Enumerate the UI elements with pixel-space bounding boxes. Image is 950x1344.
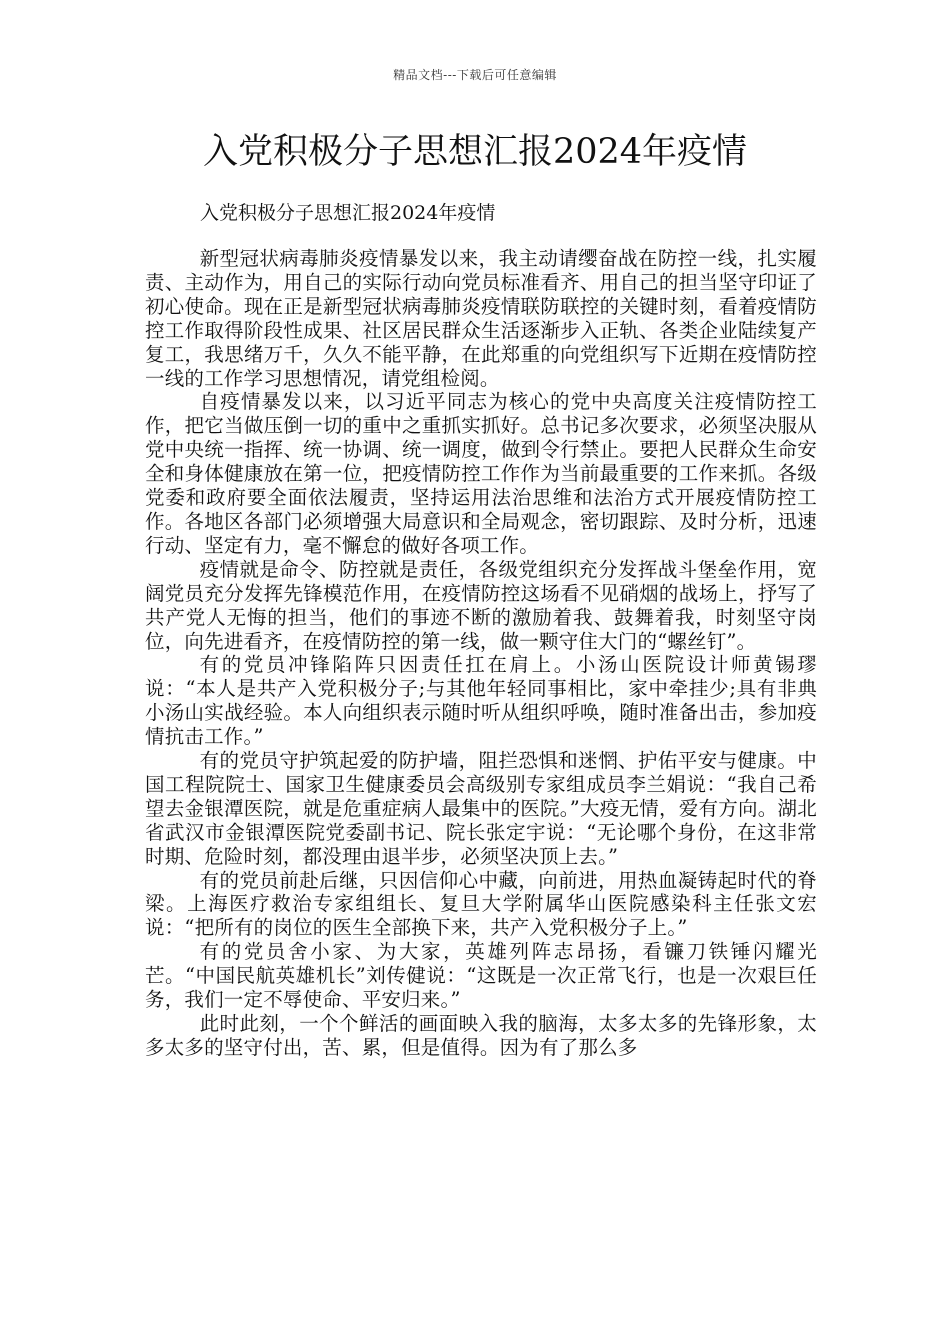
paragraph-1: 新型冠状病毒肺炎疫情暴发以来，我主动请缨奋战在防控一线，扎实履责、主动作为，用自己的实际行动向党员标准看齐、用自己的担当坚守印证了初心使命。现在正是新型冠状病毒肺炎疫情联防联控的关键时刻，看着疫情防控工作取得阶段性成果、社区居民群众生活逐渐步入正轨、各类企业陆续复产复工，我思绪万千，久久不能平静，在此郑重的向党组织写下近期在疫情防控一线的工作学习思想情况，请党组检阅。 xyxy=(145,247,817,390)
paragraph-4: 有的党员冲锋陷阵只因责任扛在肩上。小汤山医院设计师黄锡璆说：“本人是共产入党积极分子;与其他年轻同事相比，家中牵挂少;具有非典小汤山实战经验。本人向组织表示随时听从组织呼唤，随时准备出击，参加疫情抗击工作。” xyxy=(145,653,817,749)
paragraph-2: 自疫情暴发以来，以习近平同志为核心的党中央高度关注疫情防控工作，把它当做压倒一切的重中之重抓实抓好。总书记多次要求，必须坚决服从党中央统一指挥、统一协调、统一调度，做到令行禁止。要把人民群众生命安全和身体健康放在第一位，把疫情防控工作作为当前最重要的工作来抓。各级党委和政府要全面依法履责，坚持运用法治思维和法治方式开展疫情防控工作。各地区各部门必须增强大局意识和全局观念，密切跟踪、及时分析，迅速行动、坚定有力，毫不懈怠的做好各项工作。 xyxy=(145,390,817,557)
paragraph-5: 有的党员守护筑起爱的防护墙，阻拦恐惧和迷惘、护佑平安与健康。中国工程院院士、国家卫生健康委员会高级别专家组成员李兰娟说：“我自己希望去金银潭医院，就是危重症病人最集中的医院。”大疫无情，爱有方向。湖北省武汉市金银潭医院党委副书记、院长张定宇说：“无论哪个身份，在这非常时期、危险时刻，都没理由退半步，必须坚决顶上去。” xyxy=(145,749,817,868)
header-note: 精品文档---下载后可任意编辑 xyxy=(393,68,557,82)
document-body xyxy=(145,247,817,1060)
paragraph-7: 有的党员舍小家、为大家，英雄列阵志昂扬，看镰刀铁锤闪耀光芒。“中国民航英雄机长”刘传健说：“这既是一次正常飞行，也是一次艰巨任务，我们一定不辱使命、平安归来。” xyxy=(145,940,817,1012)
paragraph-8: 此时此刻，一个个鲜活的画面映入我的脑海，太多太多的先锋形象，太多太多的坚守付出，苦、累，但是值得。因为有了那么多 xyxy=(145,1012,817,1059)
document-subtitle: 入党积极分子思想汇报2024年疫情 xyxy=(200,202,496,224)
document-title: 入党积极分子思想汇报2024年疫情 xyxy=(202,132,748,172)
paragraph-6: 有的党员前赴后继，只因信仰心中藏，向前进，用热血凝铸起时代的脊梁。上海医疗救治专家组组长、复旦大学附属华山医院感染科主任张文宏说：“把所有的岗位的医生全部换下来，共产入党积极分子上。” xyxy=(145,868,817,940)
paragraph-3: 疫情就是命令、防控就是责任，各级党组织充分发挥战斗堡垒作用，宽阔党员充分发挥先锋模范作用，在疫情防控这场看不见硝烟的战场上，抒写了共产党人无悔的担当，他们的事迹不断的激励着我、鼓舞着我，时刻坚守岗位，向先进看齐，在疫情防控的第一线，做一颗守住大门的“螺丝钉”。 xyxy=(145,557,817,653)
